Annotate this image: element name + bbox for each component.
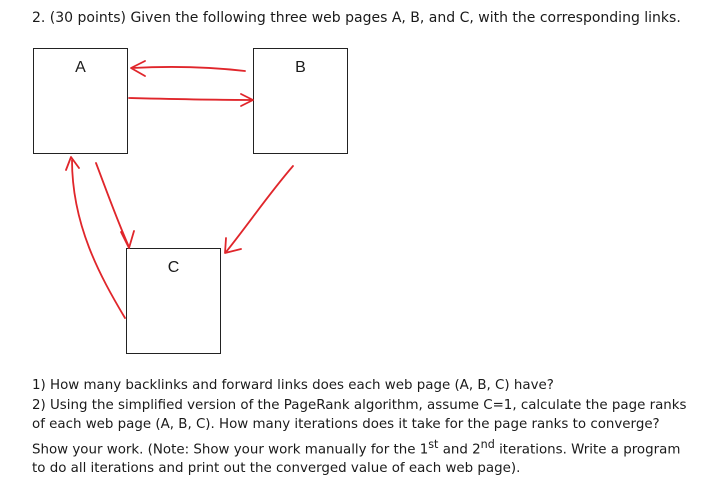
subquestion-2-and: and 2	[438, 441, 481, 457]
subquestions	[32, 376, 692, 479]
arrow-b-to-a	[131, 61, 245, 76]
subquestion-2	[32, 396, 692, 479]
superscript-nd: nd	[480, 437, 495, 451]
page-c-box	[126, 248, 221, 354]
page-a-box	[33, 48, 128, 154]
page-b-box	[253, 48, 348, 154]
page-b-label: B	[295, 59, 306, 76]
subquestion-2-part1: 2) Using the simplified version of the PageRank algorithm, assume C=1, calculate the page ranks of each web page (A, B, C). How many iterations does it take for the page ranks to converge? Show your work. (Note: Show your work manually for the 1	[32, 397, 687, 457]
arrow-c-to-a	[66, 157, 125, 318]
arrow-a-to-c	[96, 163, 134, 248]
arrow-a-to-b	[129, 94, 253, 106]
question-title: 2. (30 points) Given the following three web pages A, B, and C, with the corresponding links.	[32, 10, 681, 26]
page-a-label: A	[75, 59, 86, 76]
subquestion-2-part2: iterations. Write a program to do all iterations and print out the converged value of each web page).	[32, 441, 681, 477]
superscript-st: st	[428, 437, 439, 451]
page-c-label: C	[167, 259, 180, 276]
arrow-b-to-c	[225, 166, 293, 253]
subquestion-1: 1) How many backlinks and forward links does each web page (A, B, C) have?	[32, 378, 554, 393]
